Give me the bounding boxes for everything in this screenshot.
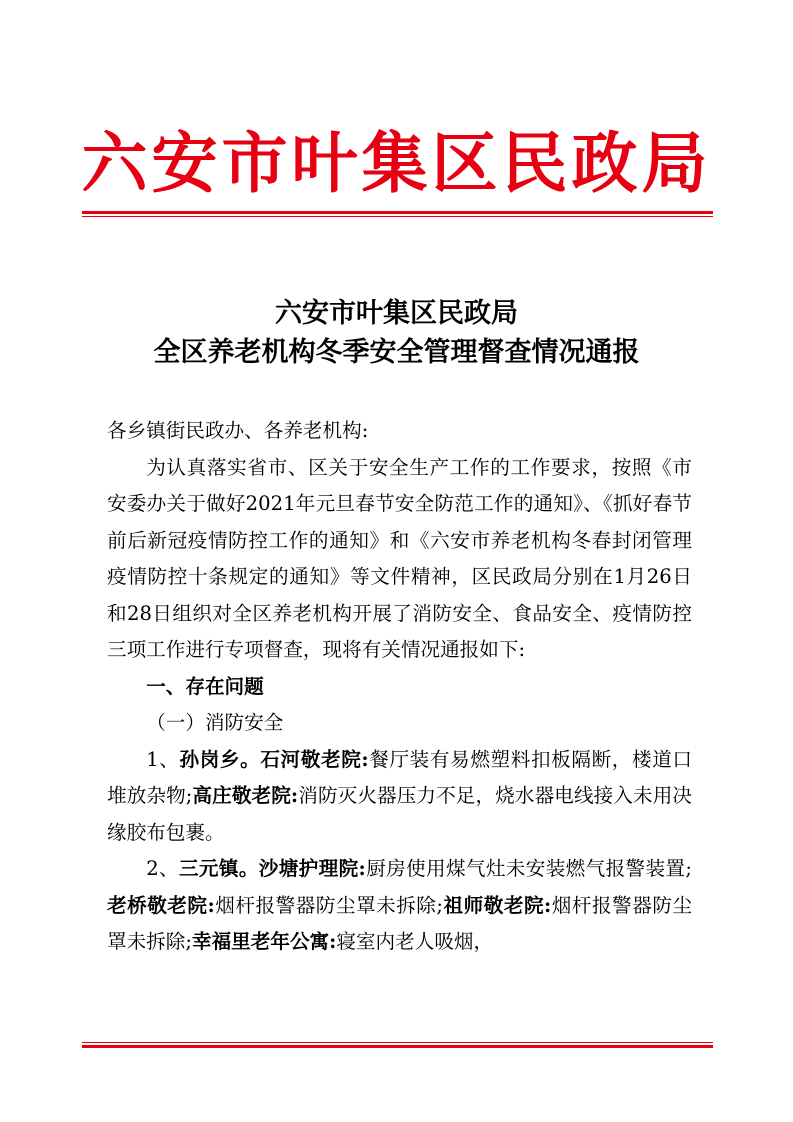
intro-paragraph: 为认真落实省市、区关于安全生产工作的工作要求，按照《市安委办关于做好2021年元旦春节安全防范工作的通知》、《抓好春节前后新冠疫情防控工作的通知》和《六安市养老机构冬春封闭管理疫情防控十条规定的通知》等文件精神，区民政局分别在1月26日和28日组织对全区养老机构开展了消防安全、食品安全、疫情防控三项工作进行专项督查，现将有关情况通报如下:	[107, 455, 692, 661]
item-paragraph-2	[107, 851, 692, 961]
issue-text: 烟杆报警器防尘罩未拆除;	[214, 893, 444, 917]
item-paragraph-1	[107, 742, 692, 852]
institution-name: 幸福里老年公寓:	[191, 930, 337, 953]
item-number: 2、	[146, 857, 179, 880]
footer-rule-thin	[82, 1042, 713, 1043]
salutation: 各乡镇街民政办、各养老机构:	[107, 419, 369, 442]
document-title-line1: 六安市叶集区民政局	[275, 298, 518, 329]
issue-text: 烟杆报警器防尘罩未拆除;	[107, 893, 693, 953]
town-name: 孙岗乡。	[179, 747, 261, 771]
institution-name: 老桥敬老院:	[107, 893, 215, 917]
masthead-title: 六安市叶集区民政局	[81, 124, 712, 202]
issue-text: 消防灭火器压力不足，烧水器电线接入未用决缘胶布包裹。	[107, 784, 693, 844]
institution-name: 石河敬老院:	[260, 747, 369, 771]
institution-name: 高庄敬老院:	[192, 784, 299, 807]
masthead-rule-thin	[82, 216, 713, 217]
town-name: 三元镇。	[178, 857, 259, 880]
masthead-rule-thick	[82, 211, 713, 214]
issue-text: 厨房使用煤气灶未安装燃气报警装置;	[365, 857, 692, 880]
footer-rule-thick	[82, 1045, 713, 1048]
institution-name: 沙塘护理院:	[258, 857, 366, 880]
item-number: 1、	[146, 747, 180, 771]
document-body	[107, 413, 692, 961]
document-title-line2: 全区养老机构冬季安全管理督查情况通报	[153, 337, 640, 368]
issue-text: 餐厅装有易燃塑料扣板隔断，楼道口堆放杂物;	[107, 747, 693, 807]
institution-name: 祖师敬老院:	[443, 893, 552, 917]
subsection-heading: （一）消防安全	[146, 711, 284, 734]
section-heading: 一、存在问题	[146, 674, 264, 698]
issue-text: 寝室内老人吸烟，	[336, 930, 494, 953]
